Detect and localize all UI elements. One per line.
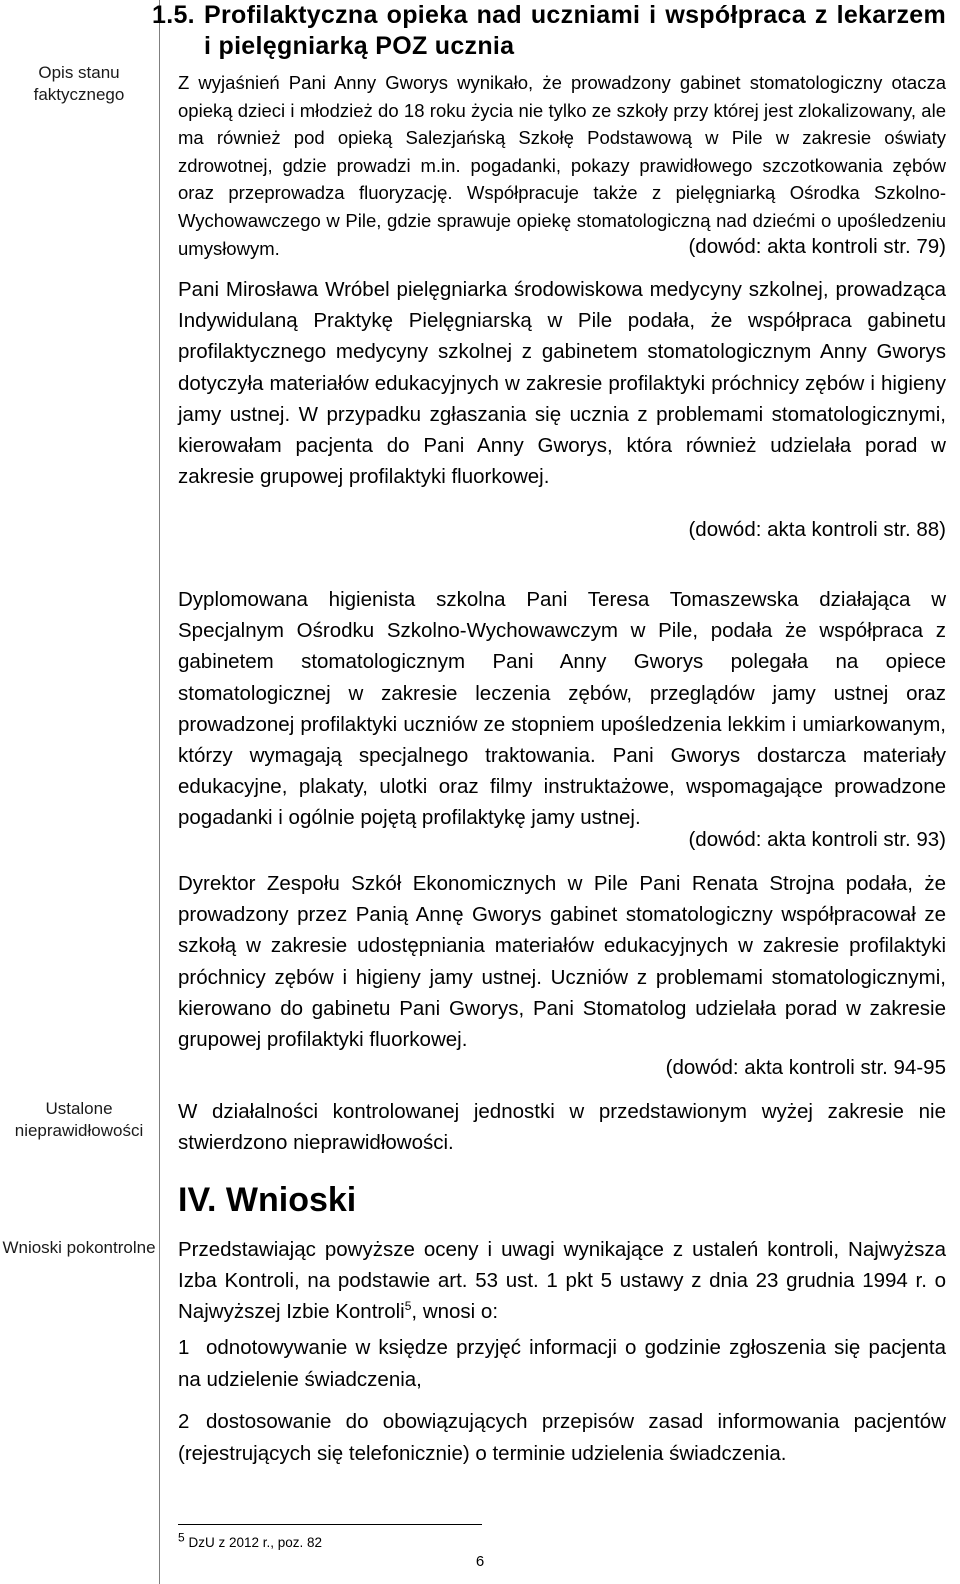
section-heading <box>152 0 946 62</box>
list-item <box>178 1332 946 1396</box>
paragraph-gworys: Z wyjaśnień Pani Anny Gworys wynikało, że prowadzony gabinet stomatologiczny otacza opieką dzieci i młodzież do 18 roku życia nie tylko ze szkoły przy której jest zlokalizowany, ale ma również pod opieką Salezjańską Szkołę Podstawową w Pile w zakresie oświaty zdrowotnej, gdzie prowadzi m.in. pogadanki, pokazy prawidłowego szczotkowania zębów oraz przeprowadza fluoryzację. Współpracuje także z pielęgniarką Ośrodka Szkolno-Wychowawczego w Pile, gdzie sprawuje opiekę stomatologiczną nad dziećmi o upośledzeniu umysłowym. <box>178 72 946 259</box>
section-iv-intro <box>178 1234 946 1328</box>
section-number: 1.5. <box>152 1 195 29</box>
footnote-text: DzU z 2012 r., poz. 82 <box>184 1535 323 1550</box>
list-item-text: dostosowanie do obowiązujących przepisów zasad informowania pacjentów (rejestrujących się telefonicznie) o terminie udzielenia świadczenia. <box>178 1410 946 1465</box>
paragraph-wrobel: Pani Mirosława Wróbel pielęgniarka środowiskowa medycyny szkolnej, prowadząca Indywidulaną Praktykę Pielęgniarską w Pile podała, że współpraca gabinetu profilaktycznego medycyny szkolnej z gabinetem stomatologicznym Anny Gworys dotyczyła materiałów edukacyjnych w zakresie profilaktyki próchnicy zębów i higieny jamy ustnej. W przypadku zgłaszania się ucznia z problemami stomatologicznymi, kierowałam pacjenta do Pani Anny Gworys, która również udzielała porad w zakresie grupowej profilaktyki fluorkowej. <box>178 278 946 489</box>
list-item-text: odnotowywanie w księdze przyjęć informacji o godzinie zgłoszenia się pacjenta na udzielenie świadczenia, <box>178 1336 946 1391</box>
evidence-ref-88: (dowód: akta kontroli str. 88) <box>688 518 946 541</box>
list-item-number: 2 <box>178 1410 190 1433</box>
evidence-ref-79: (dowód: akta kontroli str. 79) <box>688 235 946 258</box>
paragraph-strojna: Dyrektor Zespołu Szkół Ekonomicznych w Pile Pani Renata Strojna podała, że prowadzony przez Panią Annę Gworys gabinet stomatologiczny współpracował ze szkołą w zakresie udostępniania materiałów edukacyjnych w zakresie profilaktyki próchnicy zębów i higieny jamy ustnej. Uczniów z problemami stomatologicznymi, kierowano do gabinetu Pani Gworys, Pani Stomatolog udzielała porad w zakresie grupowej profilaktyki fluorkowej. <box>178 872 946 1052</box>
page-number: 6 <box>475 1553 485 1570</box>
list-item <box>178 1406 946 1470</box>
section-iv-title: IV. Wnioski <box>178 1181 357 1219</box>
margin-note-ustalone: Ustalone nieprawidłowości <box>14 1099 144 1140</box>
footnote-number: 5 <box>178 1530 185 1545</box>
margin-note-wnioski: Wnioski pokontrolne <box>2 1238 156 1257</box>
evidence-ref-94-95: (dowód: akta kontroli str. 94-95 <box>665 1056 946 1079</box>
margin-divider <box>159 0 160 1584</box>
footnote <box>178 1530 323 1552</box>
footnote-ref: 5 <box>404 1299 412 1314</box>
section-title: Profilaktyczna opieka nad uczniami i współpraca z lekarzem i pielęgniarką POZ ucznia <box>204 1 946 60</box>
section-iv-intro-end: , wnosi o: <box>411 1300 499 1324</box>
evidence-ref-93: (dowód: akta kontroli str. 93) <box>688 828 946 851</box>
paragraph-tomaszewska: Dyplomowana higienista szkolna Pani Teresa Tomaszewska działająca w Specjalnym Ośrodku Szkolno-Wychowawczym w Pile, podała że współpraca z gabinetem stomatologicznym Pani Anny Gworys polegała na opiece stomatologicznej w zakresie leczenia zębów, przeglądów jamy ustnej oraz prowadzonej profilaktyki uczniów ze stopniem upośledzenia lekkim i umiarkowanym, którzy wymagają specjalnego traktowania. Pani Gworys dostarcza materiały edukacyjne, plakaty, ulotki oraz filmy instruktażowe, wspomagające prowadzone pogadanki i ogólnie pojętą profilaktykę jamy ustnej. <box>178 588 946 830</box>
list-item-number: 1 <box>178 1336 190 1359</box>
margin-note-opis: Opis stanu faktycznego <box>33 63 125 104</box>
footnote-separator <box>178 1524 482 1525</box>
paragraph-no-irregularities: W działalności kontrolowanej jednostki w przedstawionym wyżej zakresie nie stwierdzono nieprawidłowości. <box>178 1100 946 1155</box>
section-iv-intro-text: Przedstawiając powyższe oceny i uwagi wynikające z ustaleń kontroli, Najwyższa Izba Kontroli, na podstawie art. 53 ust. 1 pkt 5 ustawy z dnia 23 grudnia 1994 r. o Najwyższej Izbie Kontroli <box>178 1238 946 1324</box>
